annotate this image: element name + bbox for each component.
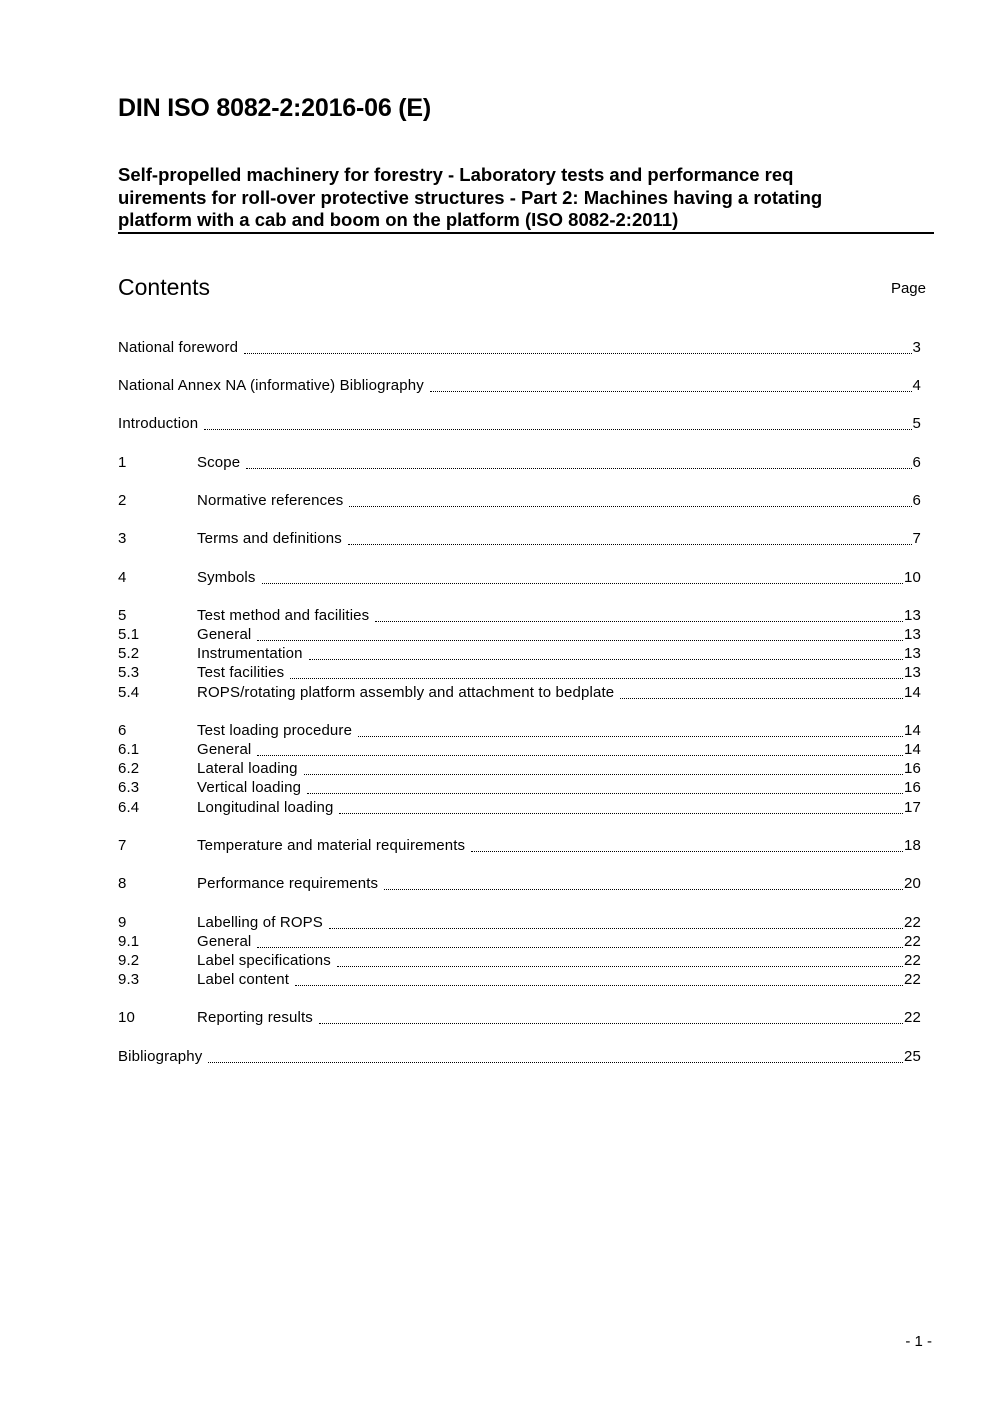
toc-section-number: 3 xyxy=(118,530,127,547)
toc-section-title: Bibliography xyxy=(118,1048,203,1065)
toc-page-number: 7 xyxy=(912,530,921,547)
toc-dot-leader xyxy=(430,391,912,392)
toc-entry[interactable] xyxy=(118,1047,921,1067)
toc-page-number: 16 xyxy=(904,779,921,796)
toc-section-title: Label content xyxy=(197,971,290,988)
toc-entry[interactable] xyxy=(118,683,921,703)
toc-dot-leader xyxy=(384,889,903,890)
toc-entry[interactable] xyxy=(118,663,921,683)
toc-section-title: ROPS/rotating platform assembly and attachment to bedplate xyxy=(197,684,615,701)
toc-section-title: General xyxy=(197,933,252,950)
toc-page-number: 13 xyxy=(904,607,921,624)
toc-section-number: 5.2 xyxy=(118,645,140,662)
toc-dot-leader xyxy=(208,1062,903,1063)
toc-page-number: 22 xyxy=(904,1009,921,1026)
toc-page-number: 20 xyxy=(904,875,921,892)
toc-entry[interactable] xyxy=(118,529,921,549)
toc-page-number: 3 xyxy=(912,339,921,356)
toc-section-title: Performance requirements xyxy=(197,875,379,892)
toc-section-title: Instrumentation xyxy=(197,645,303,662)
toc-dot-leader xyxy=(348,544,912,545)
toc-section-number: 6.4 xyxy=(118,799,140,816)
contents-heading: Contents xyxy=(118,274,211,300)
toc-section-title: Test loading procedure xyxy=(197,722,353,739)
toc-section-number: 8 xyxy=(118,875,127,892)
toc-entry[interactable] xyxy=(118,453,921,473)
toc-section-title: Lateral loading xyxy=(197,760,298,777)
toc-dot-leader xyxy=(337,966,903,967)
toc-section-title: Reporting results xyxy=(197,1009,313,1026)
toc-entry[interactable] xyxy=(118,740,921,760)
toc-dot-leader xyxy=(339,813,903,814)
document-title-line: uirements for roll-over protective structures - Part 2: Machines having a rotating xyxy=(118,186,823,208)
toc-dot-leader xyxy=(375,621,903,622)
toc-page-number: 4 xyxy=(912,377,921,394)
toc-section-number: 9.2 xyxy=(118,952,140,969)
toc-entry[interactable] xyxy=(118,568,921,588)
toc-page-number: 22 xyxy=(904,952,921,969)
toc-section-number: 1 xyxy=(118,454,127,471)
toc-page-number: 14 xyxy=(904,722,921,739)
toc-section-title: Temperature and material requirements xyxy=(197,837,466,854)
toc-page-number: 22 xyxy=(904,933,921,950)
toc-dot-leader xyxy=(257,755,903,756)
toc-page-number: 6 xyxy=(912,454,921,471)
toc-dot-leader xyxy=(349,506,911,507)
toc-dot-leader xyxy=(307,793,903,794)
toc-section-title: Symbols xyxy=(197,569,256,586)
toc-section-number: 7 xyxy=(118,837,127,854)
toc-page-number: 14 xyxy=(904,741,921,758)
toc-section-title: Labelling of ROPS xyxy=(197,914,323,931)
document-id: DIN ISO 8082-2:2016-06 (E) xyxy=(118,94,432,122)
toc-entry[interactable] xyxy=(118,836,921,856)
toc-entry[interactable] xyxy=(118,913,921,933)
toc-entry[interactable] xyxy=(118,644,921,664)
toc-dot-leader xyxy=(295,985,903,986)
toc-entry[interactable] xyxy=(118,874,921,894)
toc-dot-leader xyxy=(329,928,903,929)
toc-dot-leader xyxy=(319,1023,903,1024)
toc-entry[interactable] xyxy=(118,798,921,818)
toc-section-number: 6 xyxy=(118,722,127,739)
toc-section-title: Scope xyxy=(197,454,241,471)
toc-page-number: 13 xyxy=(904,626,921,643)
toc-entry[interactable] xyxy=(118,721,921,741)
toc-section-number: 5.1 xyxy=(118,626,140,643)
toc-entry[interactable] xyxy=(118,778,921,798)
toc-section-number: 10 xyxy=(118,1009,135,1026)
document-title-line: platform with a cab and boom on the platform (ISO 8082-2:2011) xyxy=(118,209,679,230)
page-column-label: Page xyxy=(890,280,926,297)
page-number: - 1 - xyxy=(905,1333,932,1350)
toc-dot-leader xyxy=(257,947,903,948)
toc-dot-leader xyxy=(358,736,903,737)
toc-section-number: 4 xyxy=(118,569,127,586)
toc-section-number: 6.3 xyxy=(118,779,140,796)
toc-entry[interactable] xyxy=(118,338,921,358)
toc-entry[interactable] xyxy=(118,491,921,511)
toc-page-number: 13 xyxy=(904,645,921,662)
toc-section-number: 5.4 xyxy=(118,684,140,701)
toc-entry[interactable] xyxy=(118,970,921,990)
toc-entry[interactable] xyxy=(118,606,921,626)
document-title-line: Self-propelled machinery for forestry - Laboratory tests and performance req xyxy=(118,164,794,185)
toc-dot-leader xyxy=(290,678,903,679)
toc-section-title: Test method and facilities xyxy=(197,607,370,624)
toc-section-title: Label specifications xyxy=(197,952,331,969)
toc-section-title: Longitudinal loading xyxy=(197,799,334,816)
toc-entry[interactable] xyxy=(118,759,921,779)
toc-page-number: 5 xyxy=(912,415,921,432)
toc-dot-leader xyxy=(257,640,903,641)
toc-entry[interactable] xyxy=(118,625,921,645)
toc-entry[interactable] xyxy=(118,932,921,952)
toc-section-title: Vertical loading xyxy=(197,779,302,796)
toc-section-title: General xyxy=(197,741,252,758)
toc-page-number: 13 xyxy=(904,664,921,681)
toc-section-title: General xyxy=(197,626,252,643)
toc-entry[interactable] xyxy=(118,951,921,971)
document-title xyxy=(118,164,932,234)
toc-section-number: 5 xyxy=(118,607,127,624)
toc-dot-leader xyxy=(471,851,903,852)
title-underline xyxy=(118,232,934,234)
toc-page-number: 10 xyxy=(904,569,921,586)
toc-section-number: 9.3 xyxy=(118,971,140,988)
toc-section-number: 9 xyxy=(118,914,127,931)
toc-page-number: 17 xyxy=(904,799,921,816)
toc-section-number: 5.3 xyxy=(118,664,140,681)
toc-page-number: 25 xyxy=(904,1048,921,1065)
toc-section-title: Terms and definitions xyxy=(197,530,342,547)
toc-dot-leader xyxy=(244,353,911,354)
toc-section-title: Introduction xyxy=(118,415,199,432)
toc-dot-leader xyxy=(620,698,903,699)
toc-page-number: 16 xyxy=(904,760,921,777)
toc-dot-leader xyxy=(309,659,903,660)
toc-entry[interactable] xyxy=(118,376,921,396)
toc-section-title: National Annex NA (informative) Bibliography xyxy=(118,377,424,394)
toc-page-number: 22 xyxy=(904,971,921,988)
toc-section-number: 6.2 xyxy=(118,760,140,777)
toc-page-number: 22 xyxy=(904,914,921,931)
toc-section-number: 6.1 xyxy=(118,741,140,758)
toc-entry[interactable] xyxy=(118,414,921,434)
toc-entry[interactable] xyxy=(118,1008,921,1028)
toc-page-number: 18 xyxy=(904,837,921,854)
toc-section-title: Normative references xyxy=(197,492,344,509)
toc-section-title: National foreword xyxy=(118,339,239,356)
toc-section-number: 2 xyxy=(118,492,127,509)
toc-section-number: 9.1 xyxy=(118,933,140,950)
toc-dot-leader xyxy=(246,468,911,469)
toc-dot-leader xyxy=(304,774,903,775)
toc-page-number: 6 xyxy=(912,492,921,509)
toc-dot-leader xyxy=(262,583,903,584)
toc-section-title: Test facilities xyxy=(197,664,285,681)
toc-page-number: 14 xyxy=(904,684,921,701)
toc-dot-leader xyxy=(204,429,911,430)
